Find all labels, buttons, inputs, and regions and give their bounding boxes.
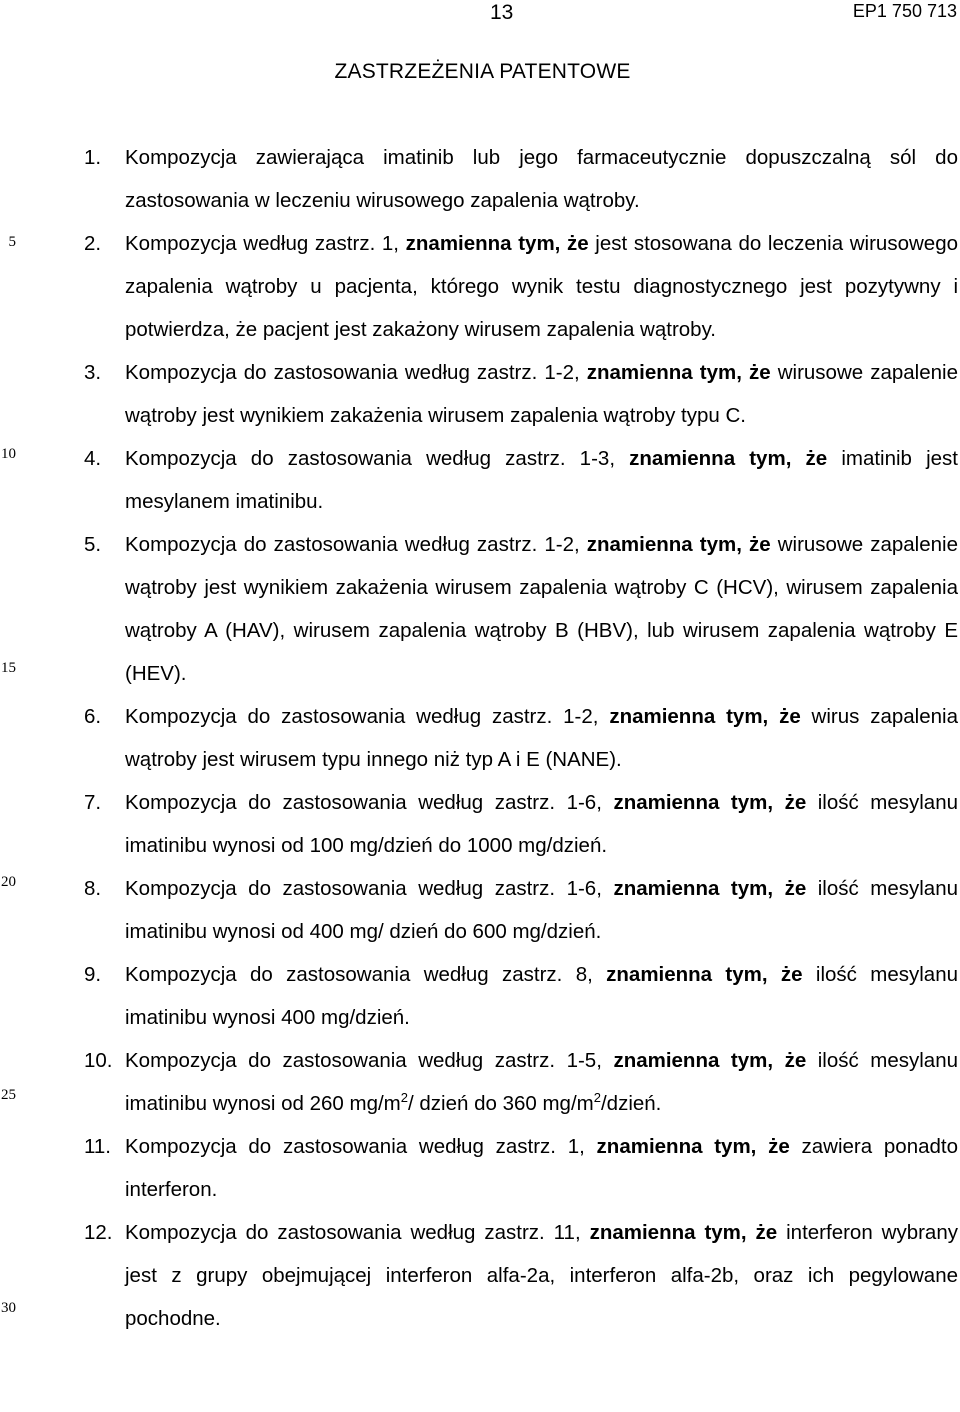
claim-number: 5. xyxy=(84,533,102,556)
claim-characterizing-phrase: znamienna tym, że xyxy=(613,791,807,814)
claim-text: Kompozycja do zastosowania według zastrz. 8, znamienna tym, że ilość mesylanu imatinibu wynosi 400 mg/dzień. xyxy=(125,963,959,1029)
claims-list xyxy=(84,136,958,1340)
page-number: 13 xyxy=(490,1,514,24)
claim-characterizing-phrase: znamienna tym, że xyxy=(629,447,828,470)
claim-text: Kompozycja do zastosowania według zastrz. 11, znamienna tym, że interferon wybrany jest z grupy obejmującej interferon alfa-2a, interferon alfa-2b, oraz ich pegylowane pochodne. xyxy=(125,1221,958,1330)
claim-5 xyxy=(84,523,958,695)
claim-number: 11. xyxy=(84,1135,111,1158)
superscript: 2 xyxy=(400,1090,408,1106)
claim-text: Kompozycja do zastosowania według zastrz. 1-2, znamienna tym, że wirusowe zapalenie wątroby jest wynikiem zakażenia wirusem zapalenia wątroby typu C. xyxy=(125,361,958,427)
claim-3 xyxy=(84,351,958,437)
claim-text: Kompozycja do zastosowania według zastrz. 1-6, znamienna tym, że ilość mesylanu imatinibu wynosi od 400 mg/ dzień do 600 mg/dzień. xyxy=(125,877,958,943)
claim-11 xyxy=(84,1125,958,1211)
line-number-20: 20 xyxy=(1,874,16,890)
claim-10 xyxy=(84,1039,958,1125)
claim-number: 12. xyxy=(84,1221,113,1244)
claim-number: 10. xyxy=(84,1049,113,1072)
claim-number: 8. xyxy=(84,877,102,900)
line-number-25: 25 xyxy=(1,1087,16,1103)
claim-number: 9. xyxy=(84,963,102,986)
claim-characterizing-phrase: znamienna tym, że xyxy=(606,963,803,986)
claim-text: Kompozycja do zastosowania według zastrz. 1-2, znamienna tym, że wirusowe zapalenie wątroby jest wynikiem zakażenia wirusem zapalenia wątroby C (HCV), wirusem zapalenia wątroby A (HAV), wirusem zapalenia wątroby B (HBV), lub wirusem zapalenia wątroby E (HEV). xyxy=(125,533,958,685)
claim-1 xyxy=(84,136,958,222)
claim-number: 1. xyxy=(84,146,102,169)
line-number-5: 5 xyxy=(8,234,16,250)
claim-number: 7. xyxy=(84,791,102,814)
claim-text: Kompozycja do zastosowania według zastrz. 1-5, znamienna tym, że ilość mesylanu imatinibu wynosi od 260 $mg/m^2/$ dzień do 360 $mg/m^2$/dzień. xyxy=(125,1049,958,1115)
page-title: ZASTRZEŻENIA PATENTOWE xyxy=(334,60,631,83)
claim-9 xyxy=(84,953,958,1039)
claim-6 xyxy=(84,695,958,781)
claim-number: 2. xyxy=(84,232,102,255)
line-number-30: 30 xyxy=(1,1300,16,1316)
document-id: EP1 750 713 xyxy=(852,1,957,21)
claim-text: Kompozycja według zastrz. 1, znamienna tym, że jest stosowana do leczenia wirusowego zapalenia wątroby u pacjenta, którego wynik testu diagnostycznego jest pozytywny i potwierdza, że pacjent jest zakażony wirusem zapalenia wątroby. xyxy=(125,232,958,341)
claim-text: Kompozycja zawierająca imatinib lub jego farmaceutycznie dopuszczalną sól do zastosowania w leczeniu wirusowego zapalenia wątroby. xyxy=(125,146,958,212)
claim-characterizing-phrase: znamienna tym, że xyxy=(405,232,589,255)
claim-8 xyxy=(84,867,958,953)
claim-text: Kompozycja do zastosowania według zastrz. 1-2, znamienna tym, że wirus zapalenia wątroby jest wirusem typu innego niż typ A i E (NANE). xyxy=(125,705,958,771)
claim-number: 6. xyxy=(84,705,102,728)
claim-characterizing-phrase: znamienna tym, że xyxy=(586,533,771,556)
claim-4 xyxy=(84,437,958,523)
claim-number: 3. xyxy=(84,361,102,384)
claim-number: 4. xyxy=(84,447,102,470)
line-number-10: 10 xyxy=(1,446,16,462)
claim-2 xyxy=(84,222,958,351)
claim-characterizing-phrase: znamienna tym, że xyxy=(586,361,771,384)
claim-characterizing-phrase: znamienna tym, że xyxy=(609,705,801,728)
claim-characterizing-phrase: znamienna tym, że xyxy=(613,1049,807,1072)
claim-12 xyxy=(84,1211,958,1340)
claim-text: Kompozycja do zastosowania według zastrz. 1-3, znamienna tym, że imatinib jest mesylanem imatinibu. xyxy=(125,447,958,513)
claim-text: Kompozycja do zastosowania według zastrz. 1, znamienna tym, że zawiera ponadto interferon. xyxy=(125,1135,959,1201)
line-number-15: 15 xyxy=(1,660,16,676)
claim-characterizing-phrase: znamienna tym, że xyxy=(589,1221,778,1244)
superscript: 2 xyxy=(593,1090,601,1106)
claim-7 xyxy=(84,781,958,867)
claim-text: Kompozycja do zastosowania według zastrz. 1-6, znamienna tym, że ilość mesylanu imatinibu wynosi od 100 mg/dzień do 1000 mg/dzień. xyxy=(125,791,958,857)
claim-characterizing-phrase: znamienna tym, że xyxy=(596,1135,790,1158)
claim-characterizing-phrase: znamienna tym, że xyxy=(613,877,807,900)
